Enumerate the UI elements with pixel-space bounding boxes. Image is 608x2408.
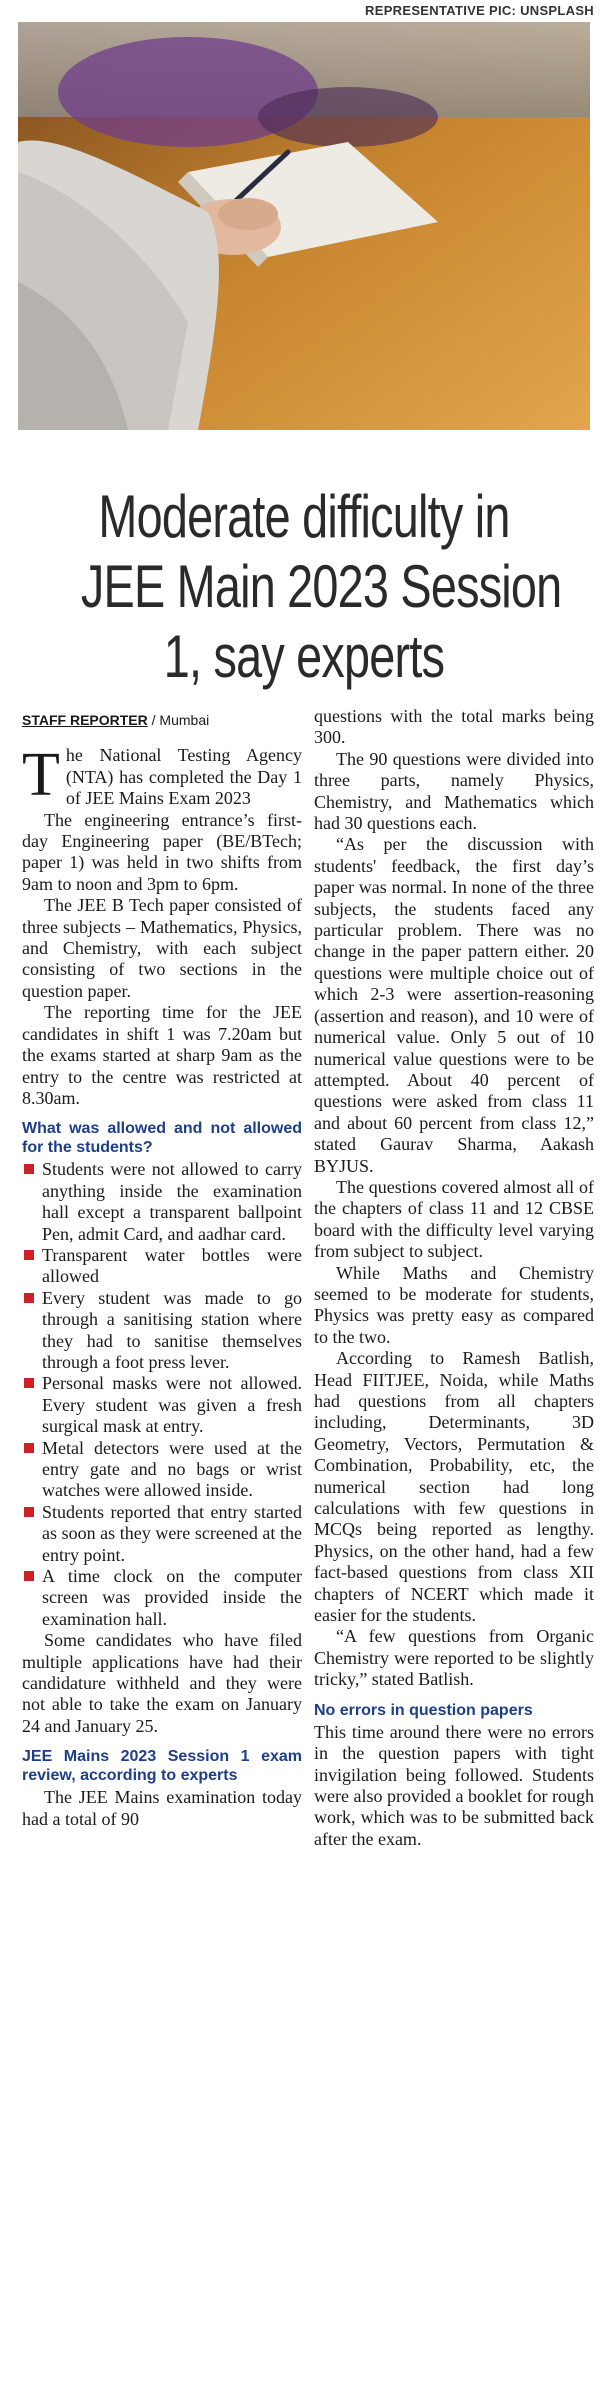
- subhead-allowed: What was allowed and not allowed for the students?: [22, 1120, 302, 1157]
- paragraph: According to Ramesh Batlish, Head FIITJEE, Noida, while Maths had questions from all chapters including, Determinants, 3D Geometry, Vectors, Permutation & Combination, Probability, etc, the numerical section had long calculations with few questions in MCQs being reported as lengthy. Physics, on the other hand, had a few fact-based questions from class XII chapters of NCERT which made it easier for the students.: [314, 1348, 594, 1626]
- list-item: Transparent water bottles were allowed: [22, 1245, 302, 1288]
- byline: [22, 708, 302, 731]
- byline-separator: /: [147, 712, 160, 728]
- list-item: Personal masks were not allowed. Every student was given a fresh surgical mask at entry.: [22, 1373, 302, 1437]
- paragraph: “A few questions from Organic Chemistry were reported to be slightly tricky,” stated Batlish.: [314, 1626, 594, 1690]
- list-item: Students were not allowed to carry anything inside the examination hall except a transparent ballpoint Pen, admit Card, and aadhar card.: [22, 1159, 302, 1245]
- paragraph: The engineering entrance’s first-day Engineering paper (BE/BTech; paper 1) was held in two shifts from 9am to noon and 3pm to 6pm.: [22, 809, 302, 894]
- paragraph: This time around there were no errors in the question papers with tight invigilation being followed. Students were also provided a booklet for rough work, which was to be submitted back after the exam.: [314, 1721, 594, 1849]
- byline-location: Mumbai: [159, 712, 210, 728]
- paragraph: The reporting time for the JEE candidates in shift 1 was 7.20am but the exams started at sharp 9am as the entry to the centre was restricted at 8.30am.: [22, 1002, 302, 1108]
- paragraph: Some candidates who have filed multiple applications have had their candidature withheld and they were not able to take the exam on January 24 and January 25.: [22, 1630, 302, 1736]
- drop-cap: T: [22, 741, 60, 810]
- headline: [80, 482, 562, 692]
- headline-line-1: Moderate difficulty in: [98, 483, 510, 551]
- list-item: Students reported that entry started as soon as they were screened at the entry point.: [22, 1502, 302, 1566]
- list-item: Every student was made to go through a sanitising station where they had to sanitise themselves through a foot press lever.: [22, 1288, 302, 1374]
- rules-list: [22, 1159, 302, 1630]
- headline-line-3: 1, say experts: [163, 623, 445, 691]
- subhead-no-errors: No errors in question papers: [314, 1701, 533, 1719]
- paragraph: The JEE B Tech paper consisted of three subjects – Mathematics, Physics, and Chemistry, with each subject consisting of two sections in the question paper.: [22, 895, 302, 1001]
- paragraph: The 90 questions were divided into three parts, namely Physics, Chemistry, and Mathematics which had 30 questions each.: [314, 748, 594, 834]
- paragraph: questions with the total marks being 300.: [314, 706, 594, 748]
- paragraph: The JEE Mains examination today had a total of 90: [22, 1787, 302, 1829]
- photo-credit: REPRESENTATIVE PIC: UNSPLASH: [365, 3, 594, 18]
- lead-text: he National Testing Agency (NTA) has completed the Day 1 of JEE Mains Exam 2023: [65, 745, 302, 809]
- byline-author: STAFF REPORTER: [22, 712, 148, 728]
- headline-line-2: JEE Main 2023 Session: [80, 553, 562, 621]
- list-item: A time clock on the computer screen was provided inside the examination hall.: [22, 1566, 302, 1630]
- subhead-exam-review: JEE Mains 2023 Session 1 exam review, according to experts: [22, 1748, 302, 1785]
- paragraph: The questions covered almost all of the chapters of class 11 and 12 CBSE board with the difficulty level varying from subject to subject.: [314, 1176, 594, 1262]
- article-column-2: [314, 706, 594, 1850]
- exam-photo: [18, 22, 590, 430]
- paragraph: While Maths and Chemistry seemed to be moderate for students, Physics was pretty easy as compared to the two.: [314, 1262, 594, 1347]
- article-column-1: [22, 708, 302, 1830]
- list-item: Metal detectors were used at the entry gate and no bags or wrist watches were allowed inside.: [22, 1438, 302, 1502]
- paragraph: “As per the discussion with students' feedback, the first day’s paper was normal. In none of the three subjects, the students faced any particular problem. There was no change in the paper pattern either. 20 questions were multiple choice out of which 2-3 were assertion-reasoning (assertion and reason), and 10 were of numerical value. Only 5 out of 10 numerical value questions were to be attempted. About 40 percent of questions were asked from class 11 and about 60 percent from class 12,” stated Gaurav Sharma, Aakash BYJUS.: [314, 834, 594, 1176]
- lead-paragraph: [22, 741, 302, 810]
